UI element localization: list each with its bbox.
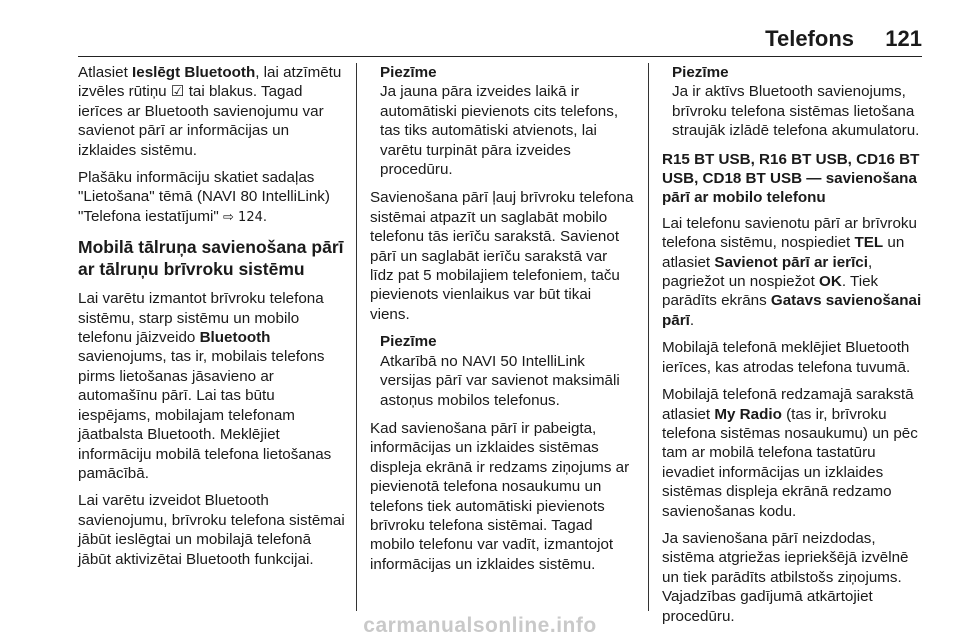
column-left (78, 63, 346, 577)
text: Mobilajā telefonā redzamajā sarakstā atlasiet (662, 386, 914, 423)
paragraph: Lai varētu izveidot Bluetooth savienojumu, brīvroku telefona sistēmai jābūt ieslēgtai un mobilajā telefonā jābūt aktivizētai Bluetooth funkcijai. (78, 492, 345, 568)
page-number: 121 (885, 26, 922, 51)
text: Lai varētu izmantot brīvroku telefona sistēmu, starp sistēmu un mobilo telefonu jāizveido (78, 290, 324, 347)
note-text: Ja jauna pāra izveides laikā ir automātiski pievienots cits telefons, tas tiks automātiski atvienots, lai varētu turpināt pāra izveides procedūru. (380, 83, 619, 179)
text: Plašāku informāciju skatiet sadaļas "Lietošana" tēmā (NAVI 80 IntelliLink) "Telefona iestatījumi" (78, 169, 330, 225)
section-heading: Mobilā tālruņa savienošana pārī ar tālruņu brīvroku sistēmu (78, 237, 344, 279)
paragraph: Mobilajā telefonā meklējiet Bluetooth ierīces, kas atrodas telefona tuvumā. (662, 339, 911, 376)
paragraph: Savienošana pārī ļauj brīvroku telefona sistēmai atpazīt un saglabāt mobilo telefonu tās ierīču sarakstā. Savienot pārī un saglabāt ierīču sarakstā var līdz pat 5 mobilajiem telefoniem, taču pievienots vienlaikus var būt tikai viens. (370, 189, 634, 323)
note-block (672, 63, 928, 141)
button-label: TEL (854, 234, 884, 252)
text: . Tiek parādīts ekrāns (662, 273, 879, 310)
paragraph (78, 168, 346, 227)
text: , pagriežot un nospiežot (662, 253, 873, 291)
note-text: Atkarībā no NAVI 50 IntelliLink versijas pārī var savienot maksimāli astoņus mobilos telefonus. (380, 352, 620, 409)
keyword: Bluetooth (199, 329, 271, 347)
menu-option-label: Ieslēgt Bluetooth (132, 64, 256, 81)
paragraph (78, 289, 346, 483)
page-header (78, 26, 922, 57)
note-block (380, 63, 635, 179)
screen-name: Gatavs savienošanai pārī (662, 292, 922, 329)
note-block (380, 332, 635, 410)
paragraph (662, 214, 928, 330)
column-divider (356, 63, 357, 611)
paragraph (662, 385, 928, 521)
paragraph: Kad savienošana pārī ir pabeigta, informācijas un izklaides sistēmas displeja ekrānā ir redzams ziņojums ar pievienotā telefona nosaukumu un telefons tiek automātiski pievienots brīvroku telefona sistēmai. Tagad mobilo telefonu var vadīt, izmantojot informācijas un izklaides sistēmu. (370, 419, 630, 573)
watermark: carmanualsonline.info (363, 614, 597, 637)
page-reference: ⇨ 124. (223, 209, 268, 225)
menu-option-label: Savienot pārī ar ierīci (714, 253, 868, 271)
column-divider (648, 63, 649, 611)
text: Atlasiet (78, 64, 133, 81)
text: un atlasiet (662, 234, 905, 271)
device-name: My Radio (714, 405, 782, 423)
text: (tas ir, brīvroku telefona sistēmas nosaukumu) un pēc tam ar mobilā telefona tastatūru ievadiet informācijas un izklaides sistēmas displeja ekrānā redzamo savienošanas kodu. (662, 405, 918, 520)
note-text: Ja ir aktīvs Bluetooth savienojums, brīvroku telefona sistēmas lietošana straujāk izlādē telefona akumulatoru. (672, 83, 920, 140)
text: Lai telefonu savienotu pārī ar brīvroku telefona sistēmu, nospiediet (662, 214, 917, 252)
note-title: Piezīme (380, 333, 437, 351)
section-title: Telefons (765, 26, 854, 51)
note-title: Piezīme (380, 64, 437, 81)
column-right (662, 63, 928, 634)
text: . (689, 311, 695, 329)
text: savienojums, tas ir, mobilais telefons pirms lietošanas jāsavieno ar automašīnu pārī. Lai tas būtu iespējams, mobilajam telefonam jāatbalsta Bluetooth. Meklējiet informāciju mobilā telefona lietošanas pamācībā. (78, 348, 332, 482)
column-middle (370, 63, 635, 582)
note-title: Piezīme (672, 64, 729, 81)
paragraph: Ja savienošana pārī neizdodas, sistēma atgriežas iepriekšējā izvēlnē un tiek parādīts atbilstošs ziņojums. Vajadzības gadījumā atkārtojiet procedūru. (662, 529, 909, 625)
text: , lai atzīmētu izvēles rūtiņu ☑ tai blakus. Tagad ierīces ar Bluetooth savienojumu var savienot pārī ar informācijas un izklaides sistēmu. (78, 64, 342, 159)
section-heading: R15 BT USB, R16 BT USB, CD16 BT USB, CD18 BT USB — savienošana pārī ar mobilo telefonu (662, 150, 920, 207)
paragraph (78, 63, 346, 160)
button-label: OK (819, 273, 842, 291)
